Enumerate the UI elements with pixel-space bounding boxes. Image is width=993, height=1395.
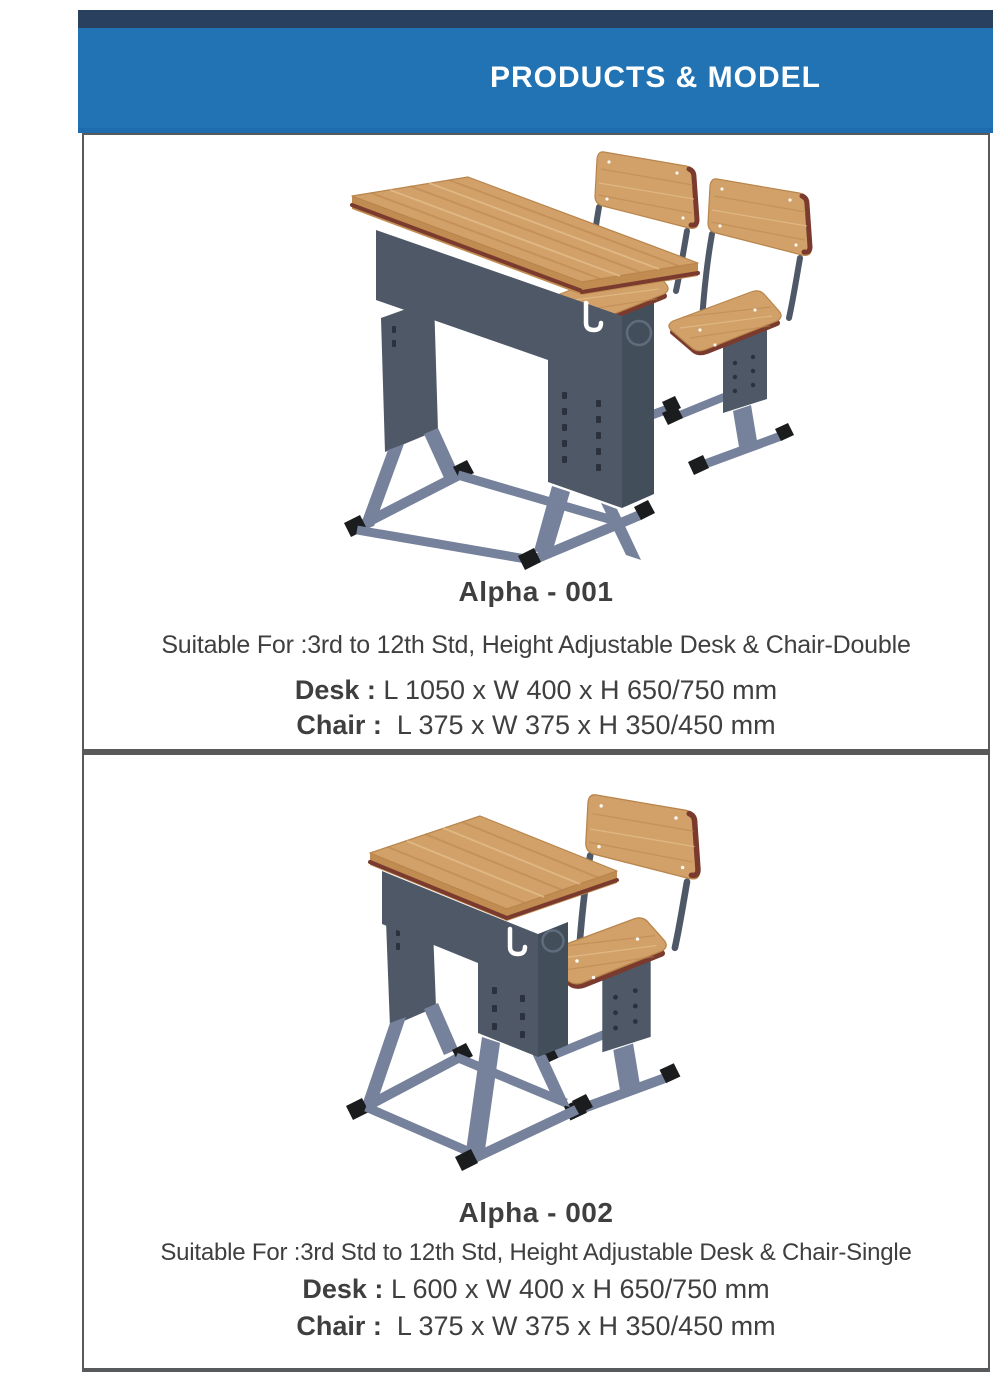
desk-spec-label: Desk : — [294, 675, 376, 705]
chair-spec-label: Chair : — [296, 710, 382, 740]
product-description: Suitable For :3rd to 12th Std, Height Adjustable Desk & Chair-Double — [161, 631, 911, 659]
desk-long-floor-rails — [366, 1057, 566, 1153]
chair-spec-line — [84, 1311, 988, 1342]
header-blue-band — [78, 28, 993, 133]
double-desk — [344, 177, 698, 570]
model-name: Alpha - 001 — [458, 576, 614, 607]
product-image-alpha-002 — [330, 781, 780, 1191]
model-name: Alpha - 002 — [458, 1197, 614, 1228]
chair-spec-value: L 375 x W 375 x H 350/450 mm — [396, 1311, 776, 1341]
desk-spec-line — [84, 675, 988, 706]
chair-spec-value: L 375 x W 375 x H 350/450 mm — [396, 710, 776, 740]
desk-spec-value: L 1050 x W 400 x H 650/750 mm — [383, 675, 778, 705]
desk-spec-line — [84, 1274, 988, 1305]
product-card-alpha-001 — [82, 133, 990, 752]
desk-right-column — [478, 910, 568, 1057]
page-header — [78, 10, 993, 133]
single-desk — [346, 816, 617, 1171]
desk-right-column — [548, 290, 654, 508]
chair-spec-line — [84, 710, 988, 741]
page-title: PRODUCTS & MODEL — [490, 61, 821, 94]
desk-spec-value: L 600 x W 400 x H 650/750 mm — [390, 1274, 770, 1304]
desk-spec-label: Desk : — [302, 1274, 384, 1304]
chair-spec-label: Chair : — [296, 1311, 382, 1341]
product-card-alpha-002 — [82, 752, 990, 1372]
desk-left-leg-frame — [344, 299, 474, 537]
product-description: Suitable For :3rd Std to 12th Std, Height Adjustable Desk & Chair-Single — [160, 1239, 912, 1266]
product-image-alpha-001 — [280, 140, 850, 570]
header-navy-strip — [78, 10, 993, 28]
